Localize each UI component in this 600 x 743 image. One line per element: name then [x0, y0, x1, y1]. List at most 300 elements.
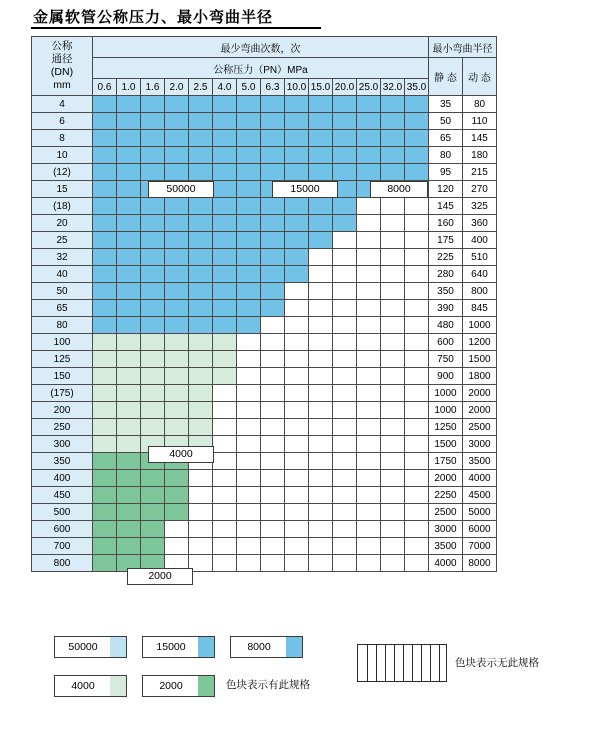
table-row: [32, 436, 497, 453]
radius-dynamic-value: 325: [463, 198, 497, 215]
table-row: [32, 266, 497, 283]
spec-cell: [309, 521, 333, 538]
legend-swatch-50000: [110, 636, 127, 658]
spec-cell: [381, 283, 405, 300]
spec-cell: [357, 402, 381, 419]
spec-cell: [189, 147, 213, 164]
spec-cell: [93, 164, 117, 181]
spec-cell: [405, 300, 429, 317]
spec-cell: [237, 130, 261, 147]
spec-cell: [333, 470, 357, 487]
table-row: [32, 249, 497, 266]
spec-cell: [333, 164, 357, 181]
spec-cell: [117, 538, 141, 555]
spec-cell: [261, 283, 285, 300]
callout-8000: 8000: [370, 181, 428, 198]
spec-cell: [141, 164, 165, 181]
spec-cell: [333, 317, 357, 334]
spec-cell: [93, 215, 117, 232]
spec-cell: [333, 555, 357, 572]
spec-cell: [189, 334, 213, 351]
spec-cell: [117, 436, 141, 453]
table-row: [32, 538, 497, 555]
spec-cell: [117, 487, 141, 504]
pressure-header-9: 15.0: [309, 79, 333, 96]
spec-cell: [357, 96, 381, 113]
spec-cell: [165, 300, 189, 317]
dn-value: 25: [32, 232, 93, 249]
spec-cell: [309, 351, 333, 368]
spec-cell: [117, 504, 141, 521]
spec-cell: [405, 368, 429, 385]
spec-cell: [213, 181, 237, 198]
radius-dynamic-value: 6000: [463, 521, 497, 538]
spec-cell: [165, 283, 189, 300]
radius-static-value: 350: [429, 283, 463, 300]
spec-cell: [261, 232, 285, 249]
spec-cell: [309, 402, 333, 419]
pressure-header-2: 1.6: [141, 79, 165, 96]
spec-cell: [261, 470, 285, 487]
table-row: [32, 385, 497, 402]
pressure-header-1: 1.0: [117, 79, 141, 96]
legend-grid-line: [403, 645, 404, 681]
radius-static-value: 3500: [429, 538, 463, 555]
legend-color-note: 色块表示有此规格: [226, 679, 310, 691]
spec-cell: [261, 555, 285, 572]
spec-cell: [405, 453, 429, 470]
spec-cell: [333, 334, 357, 351]
spec-cell: [165, 521, 189, 538]
spec-cell: [141, 317, 165, 334]
spec-cell: [381, 487, 405, 504]
spec-cell: [117, 283, 141, 300]
spec-cell: [405, 402, 429, 419]
legend-box-50000: 50000: [54, 636, 112, 658]
spec-cell: [381, 147, 405, 164]
spec-cell: [141, 487, 165, 504]
spec-cell: [117, 334, 141, 351]
radius-static-value: 175: [429, 232, 463, 249]
spec-cell: [117, 96, 141, 113]
spec-cell: [93, 504, 117, 521]
table-row: [32, 470, 497, 487]
spec-cell: [117, 215, 141, 232]
spec-cell: [237, 300, 261, 317]
dn-value: 20: [32, 215, 93, 232]
radius-dynamic-header: 动 态: [463, 58, 497, 96]
spec-cell: [117, 249, 141, 266]
spec-cell: [213, 402, 237, 419]
spec-cell: [285, 504, 309, 521]
spec-cell: [285, 385, 309, 402]
spec-cell: [405, 521, 429, 538]
radius-static-value: 65: [429, 130, 463, 147]
spec-cell: [285, 521, 309, 538]
spec-cell: [213, 351, 237, 368]
dn-header-line-3: (DN): [50, 66, 74, 78]
radius-static-value: 4000: [429, 555, 463, 572]
dn-value: 65: [32, 300, 93, 317]
spec-cell: [117, 317, 141, 334]
spec-cell: [357, 232, 381, 249]
spec-cell: [117, 113, 141, 130]
radius-dynamic-value: 3000: [463, 436, 497, 453]
spec-cell: [405, 538, 429, 555]
spec-cell: [189, 504, 213, 521]
legend-swatch-8000: [286, 636, 303, 658]
spec-cell: [381, 351, 405, 368]
radius-static-value: 35: [429, 96, 463, 113]
spec-cell: [165, 385, 189, 402]
spec-cell: [285, 130, 309, 147]
spec-cell: [213, 385, 237, 402]
spec-cell: [117, 181, 141, 198]
table-row: [32, 419, 497, 436]
pressure-header: 公称压力（PN）MPa: [93, 58, 429, 79]
dn-value: 32: [32, 249, 93, 266]
header-row-1: [32, 37, 497, 58]
table-row: [32, 487, 497, 504]
spec-cell: [381, 521, 405, 538]
spec-cell: [165, 147, 189, 164]
spec-cell: [261, 385, 285, 402]
spec-cell: [213, 419, 237, 436]
spec-cell: [189, 402, 213, 419]
table-row: [32, 453, 497, 470]
spec-cell: [381, 96, 405, 113]
spec-cell: [309, 470, 333, 487]
spec-cell: [357, 436, 381, 453]
spec-cell: [93, 351, 117, 368]
table-row: [32, 232, 497, 249]
spec-cell: [261, 130, 285, 147]
spec-cell: [381, 232, 405, 249]
spec-cell: [213, 164, 237, 181]
spec-cell: [309, 113, 333, 130]
spec-cell: [237, 198, 261, 215]
spec-cell: [405, 436, 429, 453]
spec-cell: [93, 521, 117, 538]
pressure-header-11: 25.0: [357, 79, 381, 96]
spec-cell: [141, 470, 165, 487]
legend-swatch-15000: [198, 636, 215, 658]
spec-cell: [357, 130, 381, 147]
legend-grid-line: [430, 645, 431, 681]
table-row: [32, 283, 497, 300]
spec-cell: [165, 249, 189, 266]
table-row: [32, 130, 497, 147]
spec-cell: [213, 487, 237, 504]
table-header: [32, 37, 497, 96]
dn-header-cell: [32, 37, 93, 96]
dn-value: 80: [32, 317, 93, 334]
radius-static-value: 750: [429, 351, 463, 368]
spec-cell: [165, 487, 189, 504]
spec-cell: [189, 266, 213, 283]
radius-dynamic-value: 510: [463, 249, 497, 266]
spec-cell: [381, 385, 405, 402]
spec-cell: [189, 385, 213, 402]
spec-cell: [93, 147, 117, 164]
spec-cell: [213, 470, 237, 487]
spec-cell: [381, 436, 405, 453]
spec-cell: [261, 113, 285, 130]
spec-cell: [189, 538, 213, 555]
spec-cell: [285, 113, 309, 130]
spec-cell: [357, 470, 381, 487]
spec-cell: [357, 147, 381, 164]
spec-cell: [309, 198, 333, 215]
spec-cell: [309, 385, 333, 402]
spec-cell: [381, 198, 405, 215]
spec-cell: [405, 232, 429, 249]
spec-cell: [285, 147, 309, 164]
dn-value: (175): [32, 385, 93, 402]
spec-cell: [189, 521, 213, 538]
spec-cell: [165, 504, 189, 521]
spec-cell: [213, 198, 237, 215]
spec-cell: [141, 283, 165, 300]
spec-cell: [117, 232, 141, 249]
dn-value: 150: [32, 368, 93, 385]
table-row: [32, 317, 497, 334]
spec-cell: [309, 147, 333, 164]
spec-cell: [261, 334, 285, 351]
spec-cell: [285, 249, 309, 266]
spec-cell: [357, 368, 381, 385]
legend-grid-line: [439, 645, 440, 681]
spec-cell: [261, 453, 285, 470]
dn-header-line-1: 公称: [51, 40, 73, 52]
dn-value: 800: [32, 555, 93, 572]
spec-cell: [333, 368, 357, 385]
spec-cell: [333, 385, 357, 402]
spec-cell: [309, 555, 333, 572]
radius-dynamic-value: 5000: [463, 504, 497, 521]
spec-cell: [309, 283, 333, 300]
legend-grid-line: [367, 645, 368, 681]
radius-dynamic-value: 80: [463, 96, 497, 113]
legend-grid-line: [394, 645, 395, 681]
radius-dynamic-value: 7000: [463, 538, 497, 555]
spec-cell: [237, 385, 261, 402]
spec-cell: [237, 555, 261, 572]
legend-grid-line: [376, 645, 377, 681]
spec-cell: [141, 266, 165, 283]
spec-cell: [213, 334, 237, 351]
spec-cell: [333, 283, 357, 300]
spec-cell: [93, 266, 117, 283]
dn-header-line-4: mm: [53, 79, 71, 91]
spec-cell: [405, 215, 429, 232]
spec-cell: [309, 504, 333, 521]
spec-cell: [357, 300, 381, 317]
spec-cell: [165, 130, 189, 147]
dn-value: 100: [32, 334, 93, 351]
dn-value: 6: [32, 113, 93, 130]
spec-cell: [237, 164, 261, 181]
spec-cell: [237, 368, 261, 385]
spec-cell: [405, 130, 429, 147]
table-row: [32, 198, 497, 215]
spec-cell: [357, 385, 381, 402]
spec-cell: [141, 232, 165, 249]
radius-static-value: 1250: [429, 419, 463, 436]
spec-cell: [117, 368, 141, 385]
radius-dynamic-value: 845: [463, 300, 497, 317]
spec-cell: [285, 164, 309, 181]
spec-cell: [261, 419, 285, 436]
spec-cell: [357, 113, 381, 130]
dn-header-line-2: 通径: [51, 53, 73, 65]
spec-cell: [381, 130, 405, 147]
pressure-header-10: 20.0: [333, 79, 357, 96]
spec-cell: [237, 504, 261, 521]
legend-swatch-2000: [198, 675, 215, 697]
page-title: 金属软管公称压力、最小弯曲半径: [33, 10, 274, 26]
spec-cell: [117, 147, 141, 164]
radius-static-value: 225: [429, 249, 463, 266]
spec-cell: [405, 470, 429, 487]
spec-cell: [309, 215, 333, 232]
spec-cell: [165, 470, 189, 487]
title-underline: [31, 27, 321, 29]
table-row: [32, 215, 497, 232]
spec-cell: [213, 130, 237, 147]
radius-dynamic-value: 145: [463, 130, 497, 147]
spec-cell: [285, 368, 309, 385]
spec-cell: [213, 266, 237, 283]
spec-cell: [405, 266, 429, 283]
spec-cell: [333, 113, 357, 130]
spec-cell: [189, 198, 213, 215]
pressure-header-8: 10.0: [285, 79, 309, 96]
spec-cell: [117, 130, 141, 147]
spec-cell: [261, 436, 285, 453]
spec-cell: [285, 470, 309, 487]
spec-cell: [405, 198, 429, 215]
spec-cell: [381, 215, 405, 232]
spec-cell: [189, 300, 213, 317]
table-row: [32, 300, 497, 317]
spec-cell: [117, 164, 141, 181]
spec-cell: [165, 317, 189, 334]
spec-cell: [93, 249, 117, 266]
spec-cell: [285, 419, 309, 436]
spec-cell: [213, 521, 237, 538]
spec-cell: [381, 334, 405, 351]
spec-cell: [141, 300, 165, 317]
spec-cell: [165, 351, 189, 368]
radius-dynamic-value: 2000: [463, 385, 497, 402]
table-row: [32, 368, 497, 385]
spec-cell: [357, 164, 381, 181]
spec-cell: [117, 453, 141, 470]
spec-cell: [165, 164, 189, 181]
spec-table: [31, 36, 497, 572]
spec-cell: [333, 521, 357, 538]
callout-50000: 50000: [148, 181, 214, 198]
spec-cell: [381, 555, 405, 572]
spec-cell: [165, 419, 189, 436]
spec-cell: [333, 351, 357, 368]
spec-cell: [357, 215, 381, 232]
spec-cell: [333, 538, 357, 555]
spec-cell: [381, 300, 405, 317]
spec-cell: [213, 538, 237, 555]
spec-cell: [309, 419, 333, 436]
dn-value: 600: [32, 521, 93, 538]
radius-dynamic-value: 1800: [463, 368, 497, 385]
spec-cell: [141, 538, 165, 555]
radius-dynamic-value: 400: [463, 232, 497, 249]
spec-cell: [357, 249, 381, 266]
legend-box-2000: 2000: [142, 675, 200, 697]
spec-cell: [405, 334, 429, 351]
spec-cell: [333, 198, 357, 215]
legend-grid-line: [412, 645, 413, 681]
spec-cell: [237, 283, 261, 300]
legend-box-15000: 15000: [142, 636, 200, 658]
spec-cell: [237, 521, 261, 538]
spec-cell: [189, 232, 213, 249]
legend-blank-grid: [357, 644, 447, 682]
spec-cell: [309, 538, 333, 555]
spec-cell: [141, 419, 165, 436]
spec-cell: [381, 419, 405, 436]
spec-cell: [237, 317, 261, 334]
dn-value: 15: [32, 181, 93, 198]
spec-cell: [285, 215, 309, 232]
pressure-header-3: 2.0: [165, 79, 189, 96]
spec-cell: [93, 283, 117, 300]
spec-cell: [93, 198, 117, 215]
spec-cell: [237, 453, 261, 470]
spec-cell: [213, 249, 237, 266]
spec-cell: [165, 538, 189, 555]
pressure-header-0: 0.6: [93, 79, 117, 96]
spec-cell: [285, 266, 309, 283]
spec-cell: [405, 385, 429, 402]
spec-cell: [381, 368, 405, 385]
spec-cell: [285, 317, 309, 334]
spec-cell: [141, 521, 165, 538]
spec-cell: [117, 419, 141, 436]
spec-cell: [189, 419, 213, 436]
spec-cell: [93, 232, 117, 249]
spec-cell: [309, 300, 333, 317]
spec-cell: [93, 385, 117, 402]
spec-cell: [333, 419, 357, 436]
spec-cell: [141, 504, 165, 521]
radius-header: 最小弯曲半径: [429, 37, 497, 58]
radius-dynamic-value: 110: [463, 113, 497, 130]
spec-cell: [309, 334, 333, 351]
spec-cell: [357, 198, 381, 215]
spec-cell: [141, 402, 165, 419]
spec-cell: [333, 130, 357, 147]
spec-cell: [333, 96, 357, 113]
spec-cell: [237, 402, 261, 419]
spec-cell: [93, 113, 117, 130]
radius-dynamic-value: 1000: [463, 317, 497, 334]
spec-cell: [117, 198, 141, 215]
radius-static-value: 80: [429, 147, 463, 164]
header-row-2: [32, 58, 497, 79]
spec-cell: [93, 402, 117, 419]
spec-cell: [93, 300, 117, 317]
